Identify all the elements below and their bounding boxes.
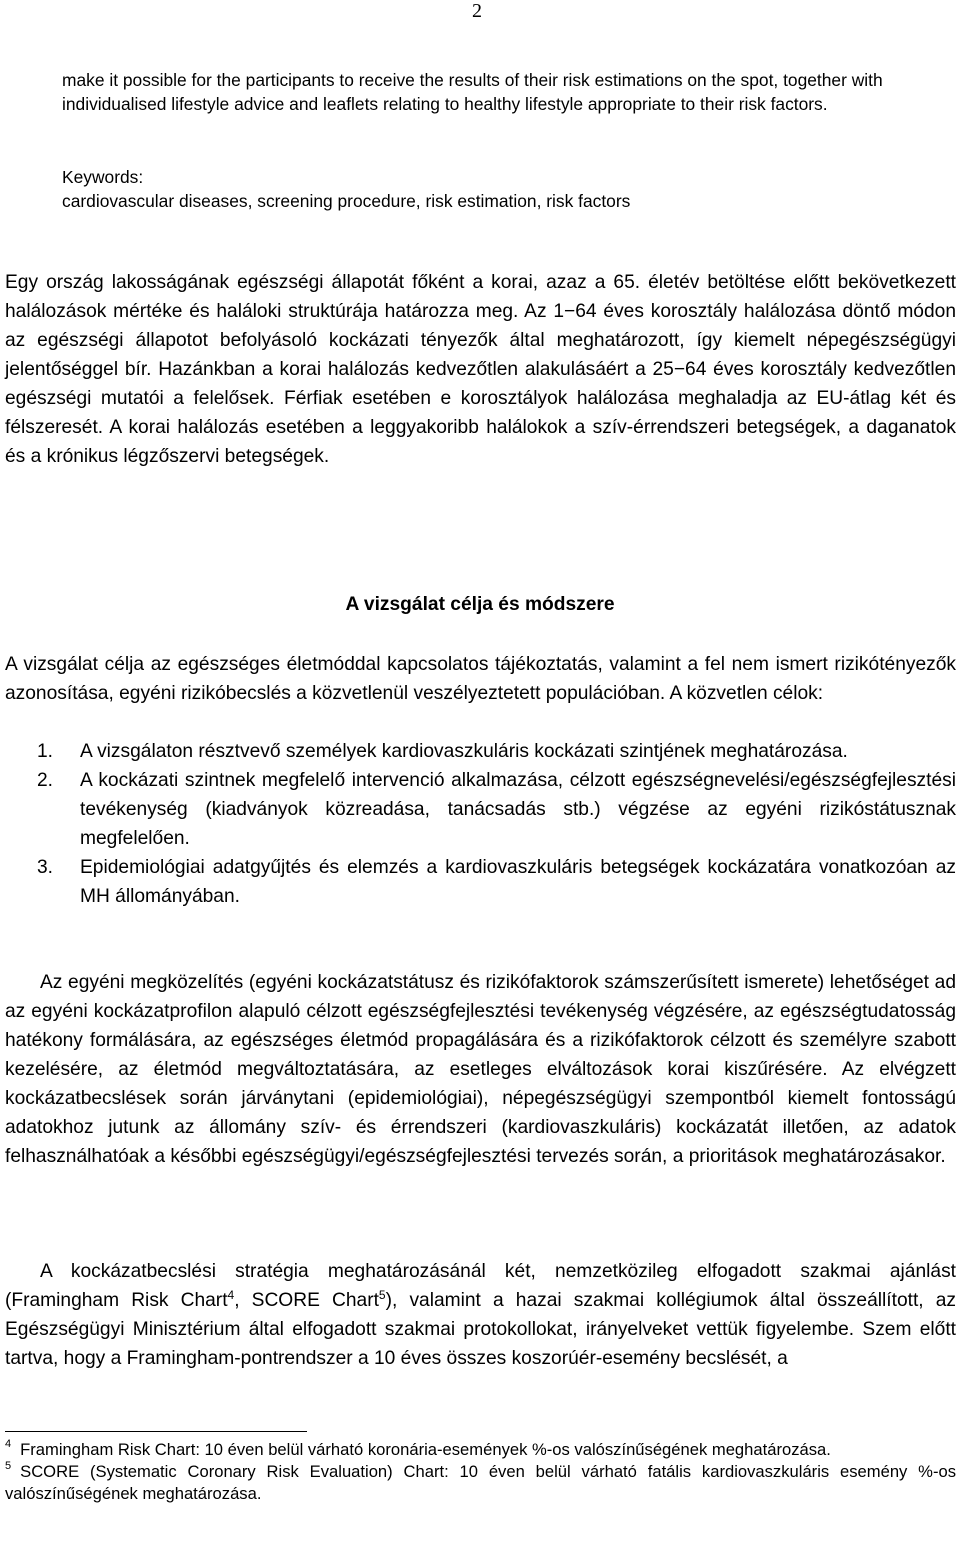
list-item-text: A kockázati szintnek megfelelő intervenció alkalmazása, célzott egészségnevelési/egészségfejlesztési tevékenység (kiadványok közreadása, tanácsadás stb.) végzése az egyéni rizikóstátusznak megfelelően. [80,770,956,849]
keywords-block [62,165,912,213]
footnote-4 [5,1439,956,1461]
strategy-paragraph [5,1257,956,1373]
intro-paragraph: Egy ország lakosságának egészségi állapotát főként a korai, azaz a 65. életév betöltése előtt bekövetkezett halálozások mértéke és haláloki struktúrája határozza meg. Az 1−64 éves korosztály halálozása döntő módon az egészségi állapotot befolyásoló kockázati tényezők által meghatározott, így kiemelt népegészségügyi jelentőséggel bír. Hazánkban a korai halálozás kedvezőtlen alakulásáért a 25−64 éves korosztály kedvezőtlen egészségi mutatói a felelősek. Férfiak esetében e korosztályok halálozása meghaladja az EU-átlag két és félszeresét. A korai halálozás esetében a leggyakoribb halálokok a szív-érrendszeri betegségek, a daganatok és a krónikus légzőszervi betegségek. [5,272,956,467]
footnote-mark: 5 [5,1460,12,1472]
strategy-text-part1: A kockázatbecslési stratégia meghatározásánál két, nemzetközileg elfogadott szakmai ajánlást (Framingham Risk Chart [5,1261,956,1311]
list-item [5,737,956,766]
list-item-number: 3. [37,857,54,878]
approach-paragraph: Az egyéni megközelítés (egyéni kockázatstátusz és rizikófaktorok számszerűsített ismerete) lehetőséget ad az egyéni kockázatprofilon alapuló célzott egészségfejlesztési tevékenység végzésére, az egészségtudatosság hatékony formálására, az egészséges életmód propagálására és a rizikófaktorok célzott és személyre szabott kezelésére, az életmód megváltoztatására, az esetleges elváltozások korai kiszűrésére. Az elvégzett kockázatbecslések során járványtani (epidemiológiai), népegészségügyi szempontból kiemelt fontosságú adatokhoz jutunk az állomány szív- és érrendszeri (kardiovaszkuláris) kockázatát illetően, az adatok felhasználhatóak a későbbi egészségügyi/egészségfejlesztési tervezés során, a prioritások meghatározásakor. [5,972,956,1167]
footnote-ref-4: 4 [227,1288,235,1302]
footnote-divider [5,1431,307,1432]
footnotes [5,1439,956,1505]
list-item-text: Epidemiológiai adatgyűjtés és elemzés a kardiovaszkuláris betegségek kockázatára vonatkozóan az MH állományában. [80,857,956,907]
list-item-number: 2. [37,770,54,791]
list-item [5,853,956,911]
list-item-text: A vizsgálaton résztvevő személyek kardiovaszkuláris kockázati szintjének meghatározása. [80,741,848,762]
objectives-list [5,737,956,911]
footnote-5 [5,1461,956,1505]
footnote-mark: 4 [5,1438,12,1450]
section-heading: A vizsgálat célja és módszere [345,594,615,615]
list-item [5,766,956,853]
footnote-text: SCORE (Systematic Coronary Risk Evaluation) Chart: 10 éven belül várható fatális kardiovaszkuláris esemény %-os valószínűségének meghatározása. [5,1462,956,1503]
abstract-tail-paragraph: make it possible for the participants to receive the results of their risk estimations on the spot, together with individualised lifestyle advice and leaflets relating to healthy lifestyle appropriate to their risk factors. [62,70,883,114]
page-number: 2 [472,0,482,22]
footnote-ref-5: 5 [378,1288,386,1302]
list-item-number: 1. [37,741,54,762]
footnote-text: Framingham Risk Chart: 10 éven belül várható koronária-események %-os valószínűségének meghatározása. [20,1440,831,1459]
keywords-label: Keywords: [62,167,144,187]
aim-paragraph: A vizsgálat célja az egészséges életmóddal kapcsolatos tájékoztatás, valamint a fel nem ismert rizikótényezők azonosítása, egyéni rizikóbecslés a közvetlenül veszélyeztetett populációban. A közvetlen célok: [5,654,956,704]
strategy-text-part3: ), valamint a hazai szakmai kollégiumok által összeállított, az Egészségügyi Minisztérium által elfogadott szakmai protokollokat, irányelveket vettük figyelembe. Szem előtt tartva, hogy a Framingham-pontrendszer a 10 éves összes koszorúér-esemény becslését, a [5,1290,956,1369]
keywords-text: cardiovascular diseases, screening procedure, risk estimation, risk factors [62,191,631,211]
strategy-text-part2: , SCORE Chart [234,1290,379,1311]
